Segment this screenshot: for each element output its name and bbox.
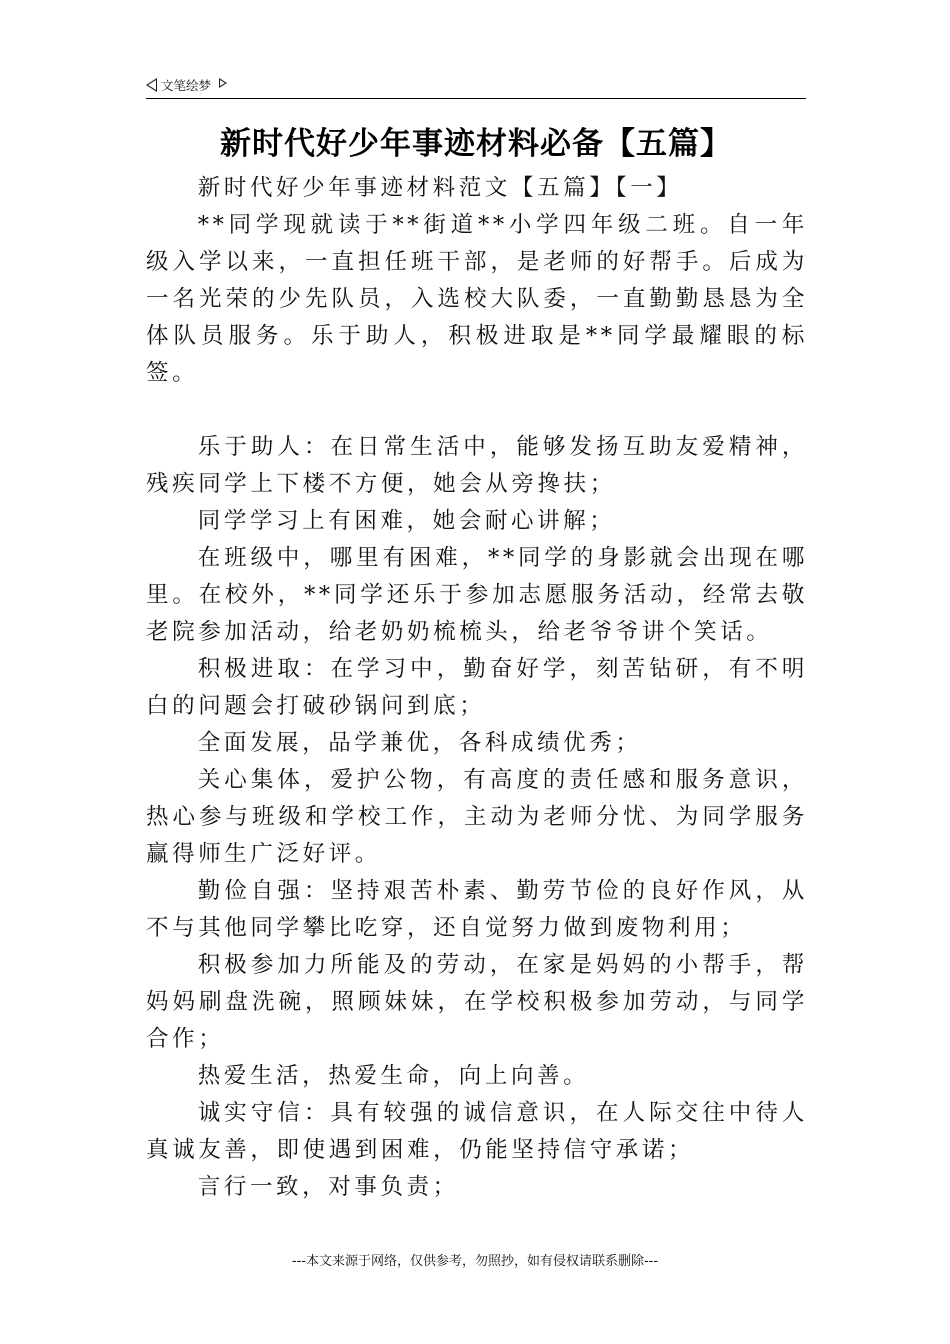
- document-title: 新时代好少年事迹材料必备【五篇】: [220, 126, 732, 162]
- paragraph: 在班级中，哪里有困难，**同学的身影就会出现在哪里。在校外，**同学还乐于参加志愿服务活动，经常去敬老院参加活动，给老奶奶梳梳头，给老爷爷讲个笑话。: [146, 545, 808, 645]
- paragraph: 诚实守信：具有较强的诚信意识，在人际交往中待人真诚友善，即使遇到困难，仍能坚持信守承诺；: [146, 1100, 808, 1163]
- paragraph: 热爱生活，热爱生命，向上向善。: [197, 1063, 590, 1089]
- header-brand: [146, 76, 227, 94]
- paragraph: 关心集体，爱护公物，有高度的责任感和服务意识，热心参与班级和学校工作，主动为老师分忧、为同学服务赢得师生广泛好评。: [146, 767, 808, 867]
- paragraph: 积极参加力所能及的劳动，在家是妈妈的小帮手，帮妈妈刷盘洗碗，照顾妹妹，在学校积极参加劳动，与同学合作；: [146, 952, 808, 1052]
- paragraph: 新时代好少年事迹材料范文【五篇】【一】: [197, 175, 683, 201]
- header-label: 文笔绘梦: [161, 78, 212, 93]
- triangle-left-icon: [146, 78, 157, 92]
- paragraph: 乐于助人：在日常生活中，能够发扬互助友爱精神，残疾同学上下楼不方便，她会从旁搀扶；: [146, 434, 808, 497]
- paragraph: 全面发展，品学兼优，各科成绩优秀；: [197, 730, 642, 756]
- paragraph: 勤俭自强：坚持艰苦朴素、勤劳节俭的良好作风，从不与其他同学攀比吃穿，还自觉努力做到废物利用；: [146, 878, 808, 941]
- paragraph: 同学学习上有困难，她会耐心讲解；: [197, 508, 616, 534]
- page-footer: ---本文来源于网络，仅供参考，勿照抄，如有侵权请联系删除---: [291, 1254, 659, 1269]
- paragraph: **同学现就读于**街道**小学四年级二班。自一年级入学以来，一直担任班干部，是老师的好帮手。后成为一名光荣的少先队员，入选校大队委，一直勤勤恳恳为全体队员服务。乐于助人，积极进取是**同学最耀眼的标签。: [146, 212, 808, 386]
- document-body: [146, 170, 808, 1206]
- paragraph: 积极进取：在学习中，勤奋好学，刻苦钻研，有不明白的问题会打破砂锅问到底；: [146, 656, 808, 719]
- paragraph: 言行一致，对事负责；: [197, 1174, 459, 1200]
- triangle-right-icon: [219, 78, 227, 88]
- page-header: [146, 74, 806, 99]
